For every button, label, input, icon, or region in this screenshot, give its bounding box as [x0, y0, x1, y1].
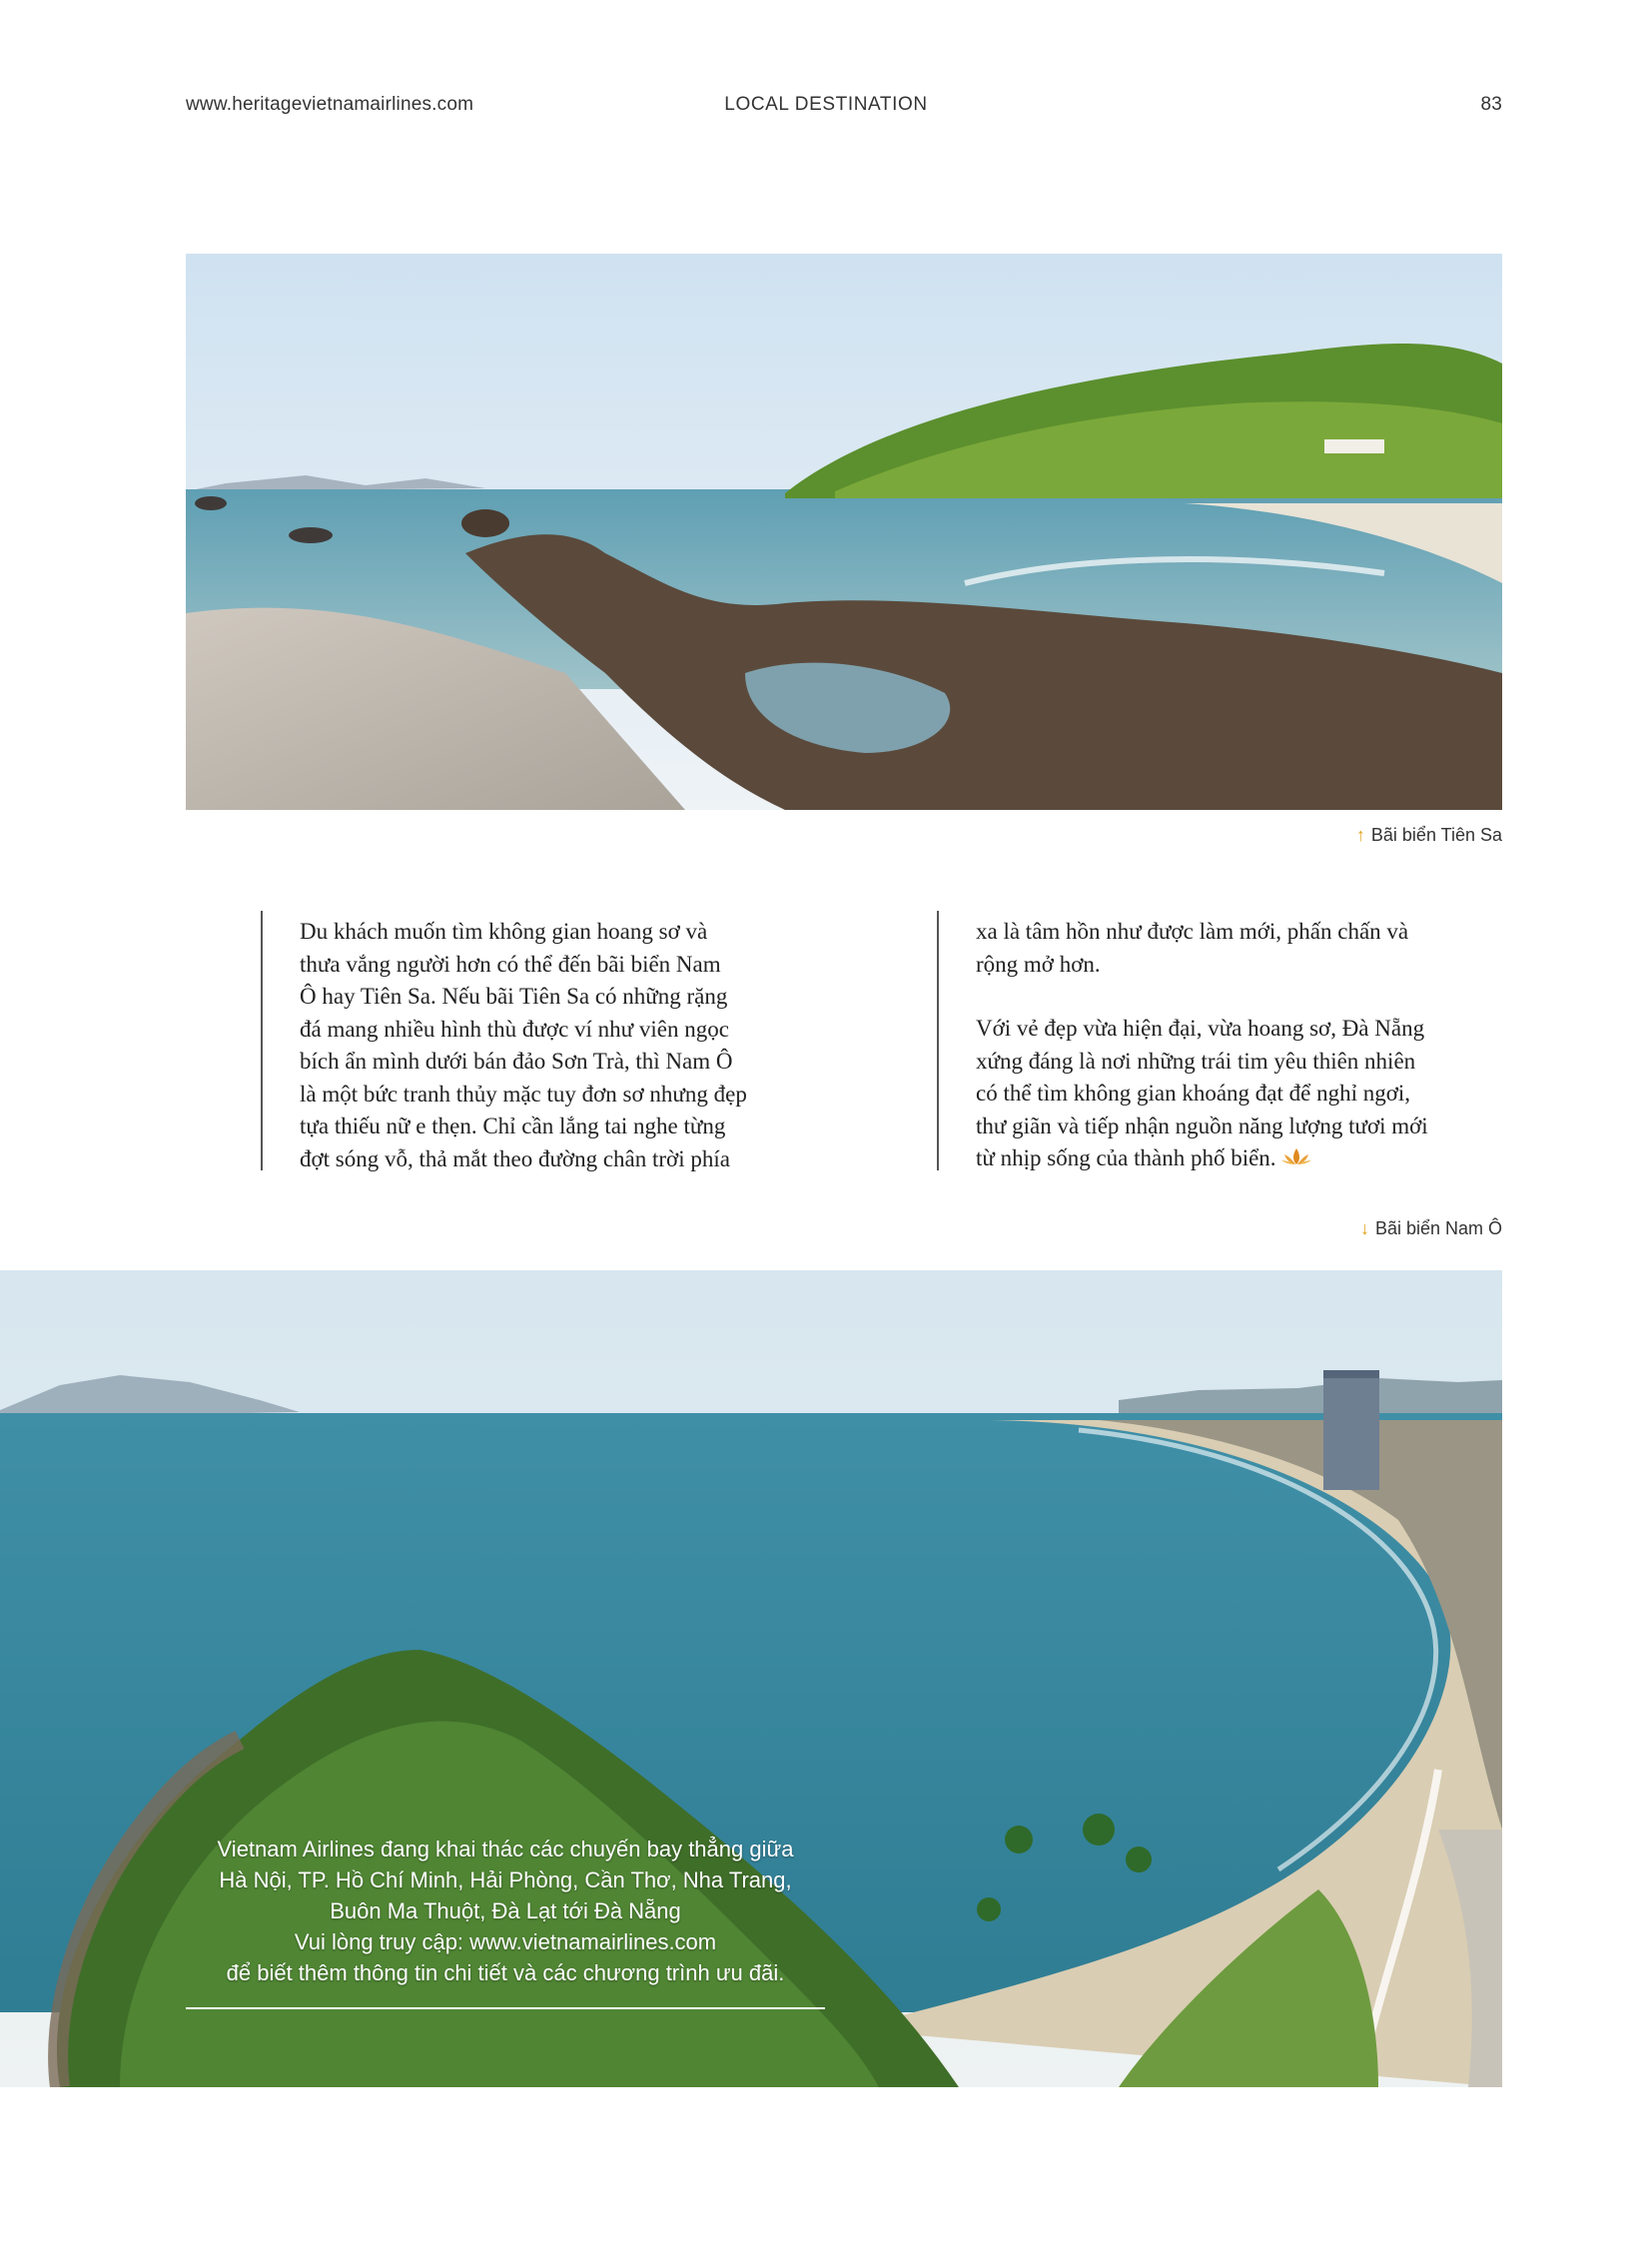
promo-line: để biết thêm thông tin chi tiết và các chương trình ưu đãi. — [226, 1960, 785, 1985]
section-title: LOCAL DESTINATION — [724, 94, 928, 115]
article-line: Với vẻ đẹp vừa hiện đại, vừa hoang sơ, Đà Nẵng — [976, 1016, 1425, 1041]
article-line: xứng đáng là nơi những trái tim yêu thiên nhiên — [976, 1048, 1416, 1074]
column-rule-right — [937, 911, 939, 1170]
article-line: thư giãn và tiếp nhận nguồn năng lượng tươi mới — [976, 1113, 1428, 1138]
article-line: thưa vắng người hơn có thể đến bãi biển Nam — [300, 951, 721, 977]
article-line: bích ẩn mình dưới bán đảo Sơn Trà, thì Nam Ô — [300, 1049, 733, 1074]
arrow-up-icon: ↑ — [1355, 825, 1365, 845]
arrow-down-icon: ↓ — [1359, 1218, 1369, 1238]
promo-line: Vietnam Airlines đang khai thác các chuyến bay thẳng giữa — [217, 1837, 794, 1862]
article-column-1 — [300, 916, 839, 1175]
promo-line: Hà Nội, TP. Hồ Chí Minh, Hải Phòng, Cần Thơ, Nha Trang, — [219, 1868, 792, 1892]
photo-caption-nam-o: ↓ Bãi biển Nam Ô — [1359, 1218, 1502, 1238]
article-line: xa là tâm hồn như được làm mới, phấn chấn và — [976, 919, 1409, 944]
article-line: Du khách muốn tìm không gian hoang sơ và — [300, 919, 708, 944]
article-line: Ô hay Tiên Sa. Nếu bãi Tiên Sa có những rặng — [300, 984, 728, 1009]
article-line: đợt sóng vỗ, thả mắt theo đường chân trời phía — [300, 1145, 730, 1171]
promo-text — [186, 1834, 825, 1988]
article-line: là một bức tranh thủy mặc tuy đơn sơ nhưng đẹp — [300, 1081, 747, 1107]
article-line: rộng mở hơn. — [976, 951, 1101, 977]
promo-line: Buôn Ma Thuột, Đà Lạt tới Đà Nẵng — [330, 1898, 681, 1923]
lotus-icon — [1280, 1143, 1312, 1176]
article-column-2 — [976, 916, 1515, 1176]
promo-underline — [186, 2007, 825, 2009]
page-number: 83 — [1480, 94, 1502, 115]
article-line: tựa thiếu nữ e thẹn. Chỉ cần lắng tai nghe từng — [300, 1114, 726, 1138]
website-url[interactable]: www.heritagevietnamairlines.com — [186, 94, 474, 115]
photo-tien-sa-beach — [186, 254, 1502, 810]
promo-line-url[interactable]: Vui lòng truy cập: www.vietnamairlines.com — [294, 1929, 717, 1954]
article-last-line: từ nhịp sống của thành phố biển. — [976, 1142, 1515, 1176]
article-line: đá mang nhiều hình thù được ví như viên ngọc — [300, 1016, 729, 1042]
column-rule-left — [261, 911, 263, 1170]
article-line: có thể tìm không gian khoáng đạt để nghỉ ngơi, — [976, 1081, 1411, 1106]
photo-caption-tien-sa: ↑ Bãi biển Tiên Sa — [1355, 825, 1502, 845]
